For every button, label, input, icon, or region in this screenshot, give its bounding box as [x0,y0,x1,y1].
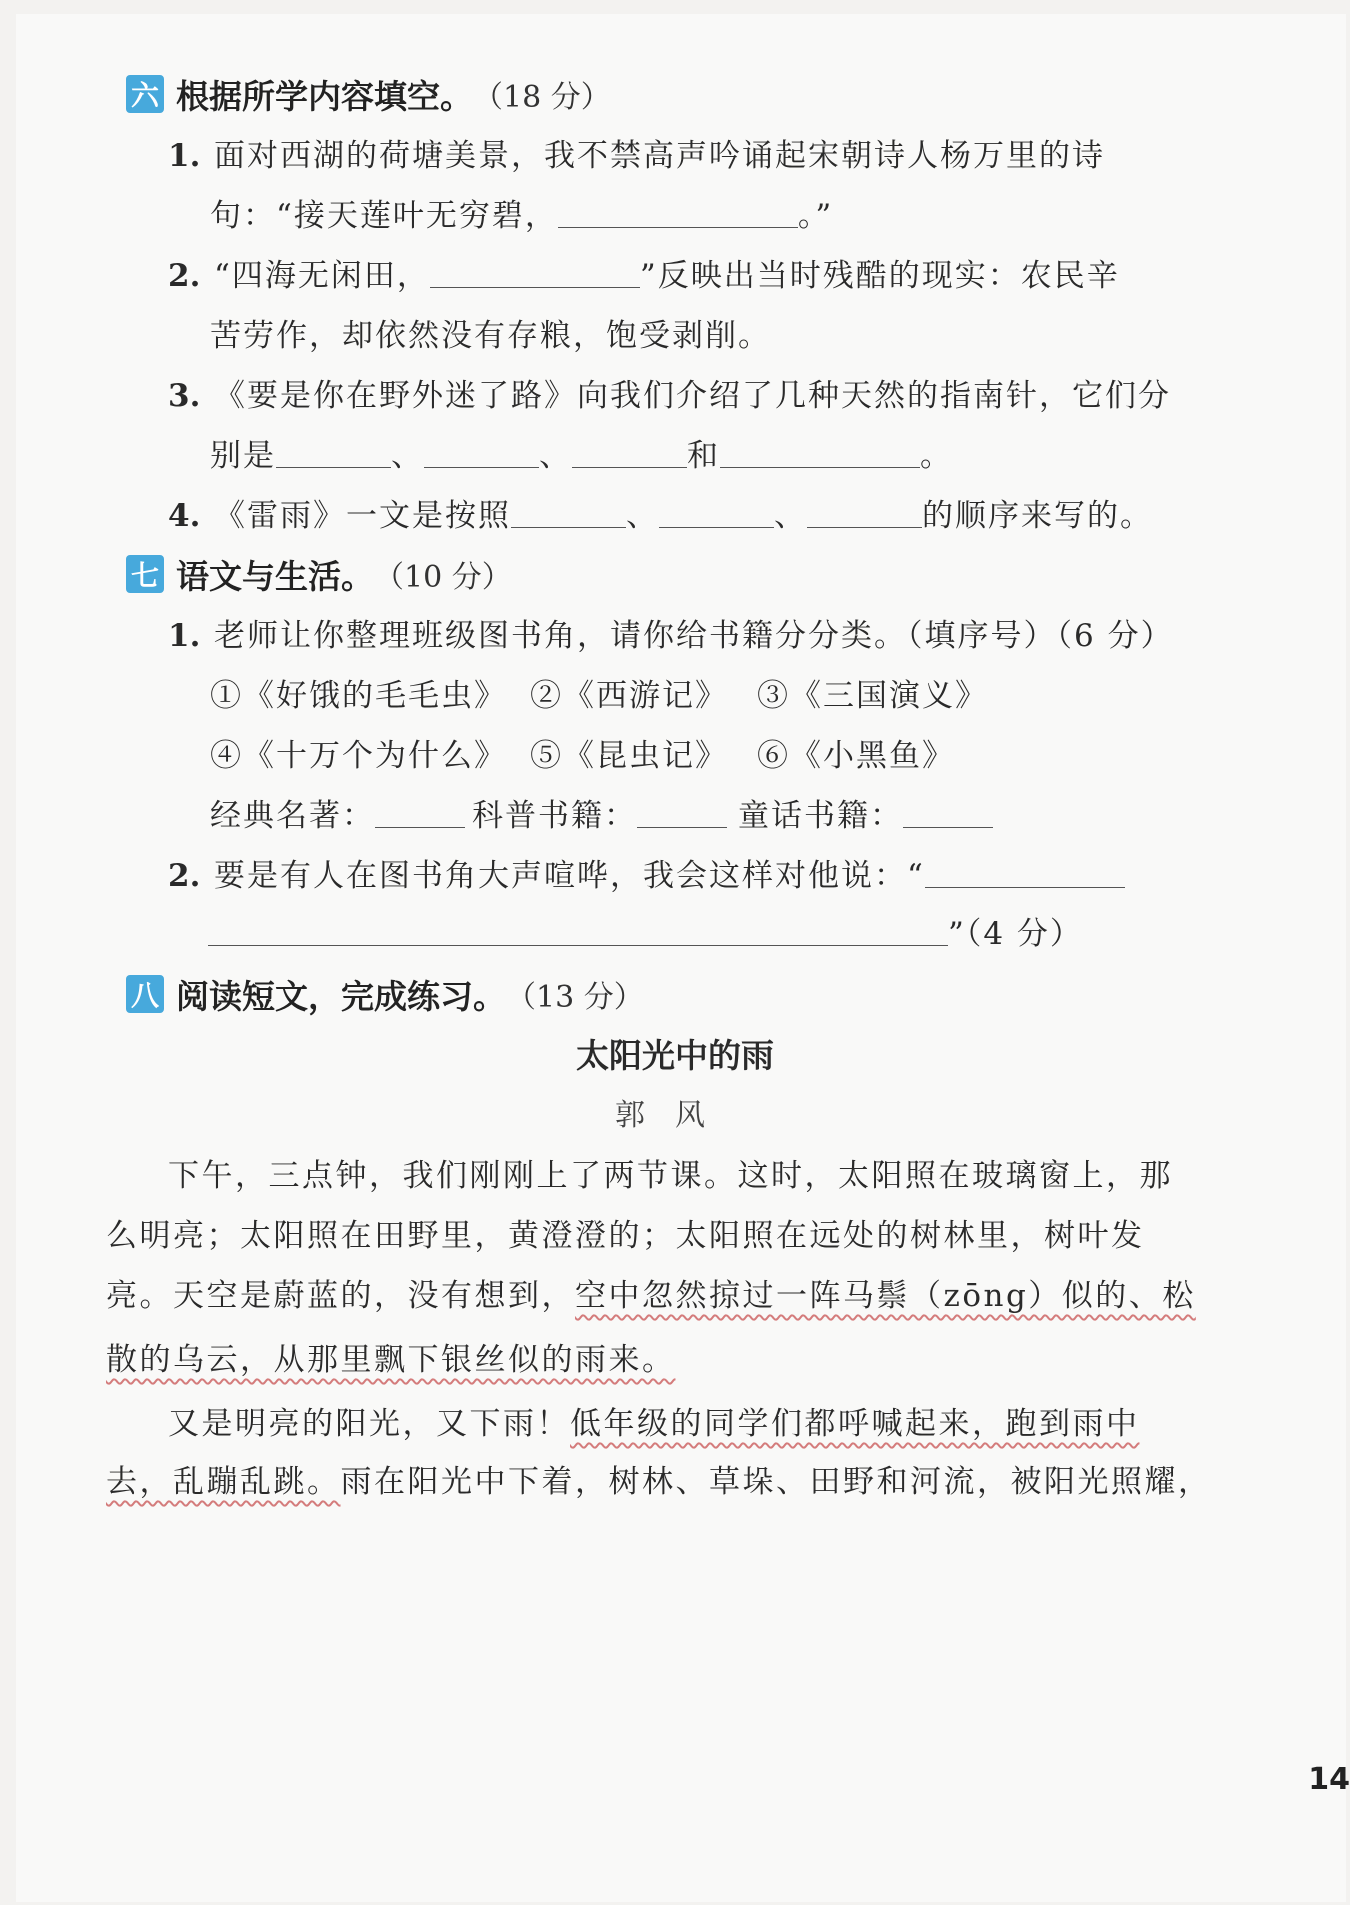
wavy-underlined-text: 散的乌云，从那里飘下银丝似的雨来。 [106,1342,676,1378]
answer-blank[interactable] [637,795,727,828]
question-number: 1. [168,138,201,174]
paragraph-1-line1: 下午，三点钟，我们刚刚上了两节课。这时，太阳照在玻璃窗上，那 [168,1158,1173,1194]
question-text: 老师让你整理班级图书角，请你给书籍分分类。（填序号）（6 分） [214,618,1174,654]
paragraph-1-line2: 么明亮；太阳照在田野里，黄澄澄的；太阳照在远处的树林里，树叶发 [106,1218,1145,1254]
section-8-score: （13 分） [506,980,644,1015]
section-8-badge: 八 [126,975,164,1013]
category-label: 科普书籍： [472,798,637,834]
page-number: 14 [1308,1762,1350,1797]
question-7-2-line1 [168,854,1125,898]
question-text: 要是有人在图书角大声喧哗，我会这样对他说：“ [214,858,925,894]
wavy-underlined-text: 空中忽然掠过一阵马鬃（zōng）似的、松 [575,1278,1196,1314]
answer-blank[interactable] [807,495,922,528]
book-option-4: ④《十万个为什么》 [210,738,507,774]
question-6-2-line2 [210,314,771,358]
separator: 、 [539,438,572,474]
wavy-underlined-text: 去，乱蹦乱跳。 [106,1464,341,1500]
question-text: 。” [797,198,834,234]
book-option-6: ⑥《小黑鱼》 [757,738,955,774]
question-number: 2. [168,258,201,294]
question-number: 3. [168,378,201,414]
answer-blank[interactable] [430,255,640,288]
category-classics [210,794,465,838]
paragraph-2-line2 [106,1460,1212,1504]
paragraph-2-line1 [168,1402,1140,1446]
answer-blank[interactable] [208,913,948,946]
wavy-underlined-text: 低年级的同学们都呼喊起来，跑到雨中 [570,1406,1140,1442]
answer-blank[interactable] [925,855,1125,888]
question-text: 面对西湖的荷塘美景，我不禁高声吟诵起宋朝诗人杨万里的诗 [214,138,1105,174]
book-option-3: ③《三国演义》 [757,678,988,714]
section-7-score: （10 分） [374,560,512,595]
answer-blank[interactable] [424,435,539,468]
question-6-4-line1 [168,494,1153,538]
answer-blank[interactable] [903,795,993,828]
question-text: 句：“接天莲叶无穷碧， [210,198,558,234]
answer-blank[interactable] [375,795,465,828]
book-option-1: ①《好饿的毛毛虫》 [210,678,507,714]
question-6-2-line1 [168,254,1120,298]
question-text: “四海无闲田， [214,258,430,294]
answer-blank[interactable] [558,195,798,228]
section-6-header [126,72,611,116]
question-6-3-line1 [168,374,1171,418]
question-text: ”反映出当时残酷的现实：农民辛 [639,258,1120,294]
question-text: ”（4 分） [948,916,1083,952]
question-text: 《雷雨》一文是按照 [214,498,511,534]
question-7-1 [168,614,1174,658]
answer-blank[interactable] [511,495,626,528]
answer-blank[interactable] [720,435,920,468]
separator: 、 [626,498,659,534]
question-number: 1. [168,618,201,654]
question-text: 的顺序来写的。 [922,498,1153,534]
question-6-1-line1 [168,134,1105,178]
question-7-2-line2 [208,912,1083,956]
category-label: 经典名著： [210,798,375,834]
period: 。 [920,438,953,474]
section-7-badge: 七 [126,555,164,593]
question-6-3-line2 [210,434,953,478]
text-segment: 雨在阳光中下着，树林、草垛、田野和河流，被阳光照耀， [340,1464,1212,1500]
answer-blank[interactable] [572,435,687,468]
question-6-1-line2 [210,194,833,238]
section-8-title: 阅读短文，完成练习。 [176,976,506,1016]
question-text: 别是 [210,438,276,474]
section-6-score: （18 分） [473,80,611,115]
section-8-header [126,972,644,1016]
essay-title: 太阳光中的雨 [576,1036,774,1075]
text-segment: 亮。天空是蔚蓝的，没有想到， [106,1278,575,1314]
separator: 、 [774,498,807,534]
question-number: 4. [168,498,201,534]
text-segment: 又是明亮的阳光，又下雨！ [168,1406,570,1442]
question-number: 2. [168,858,201,894]
paragraph-1-line4 [106,1338,676,1382]
answer-blank[interactable] [276,435,391,468]
section-7-header [126,552,512,596]
essay-author: 郭风 [615,1098,735,1133]
section-6-title: 根据所学内容填空。 [176,76,473,116]
book-option-5: ⑤《昆虫记》 [530,738,728,774]
category-fairytale [738,794,993,838]
conjunction: 和 [687,438,720,474]
category-label: 童话书籍： [738,798,903,834]
answer-blank[interactable] [659,495,774,528]
book-option-2: ②《西游记》 [530,678,728,714]
question-text: 苦劳作，却依然没有存粮，饱受剥削。 [210,318,771,354]
paragraph-1-line3 [106,1274,1196,1318]
question-text: 《要是你在野外迷了路》向我们介绍了几种天然的指南针，它们分 [214,378,1171,414]
section-7-title: 语文与生活。 [176,556,374,596]
separator: 、 [391,438,424,474]
category-science [472,794,727,838]
section-6-badge: 六 [126,75,164,113]
